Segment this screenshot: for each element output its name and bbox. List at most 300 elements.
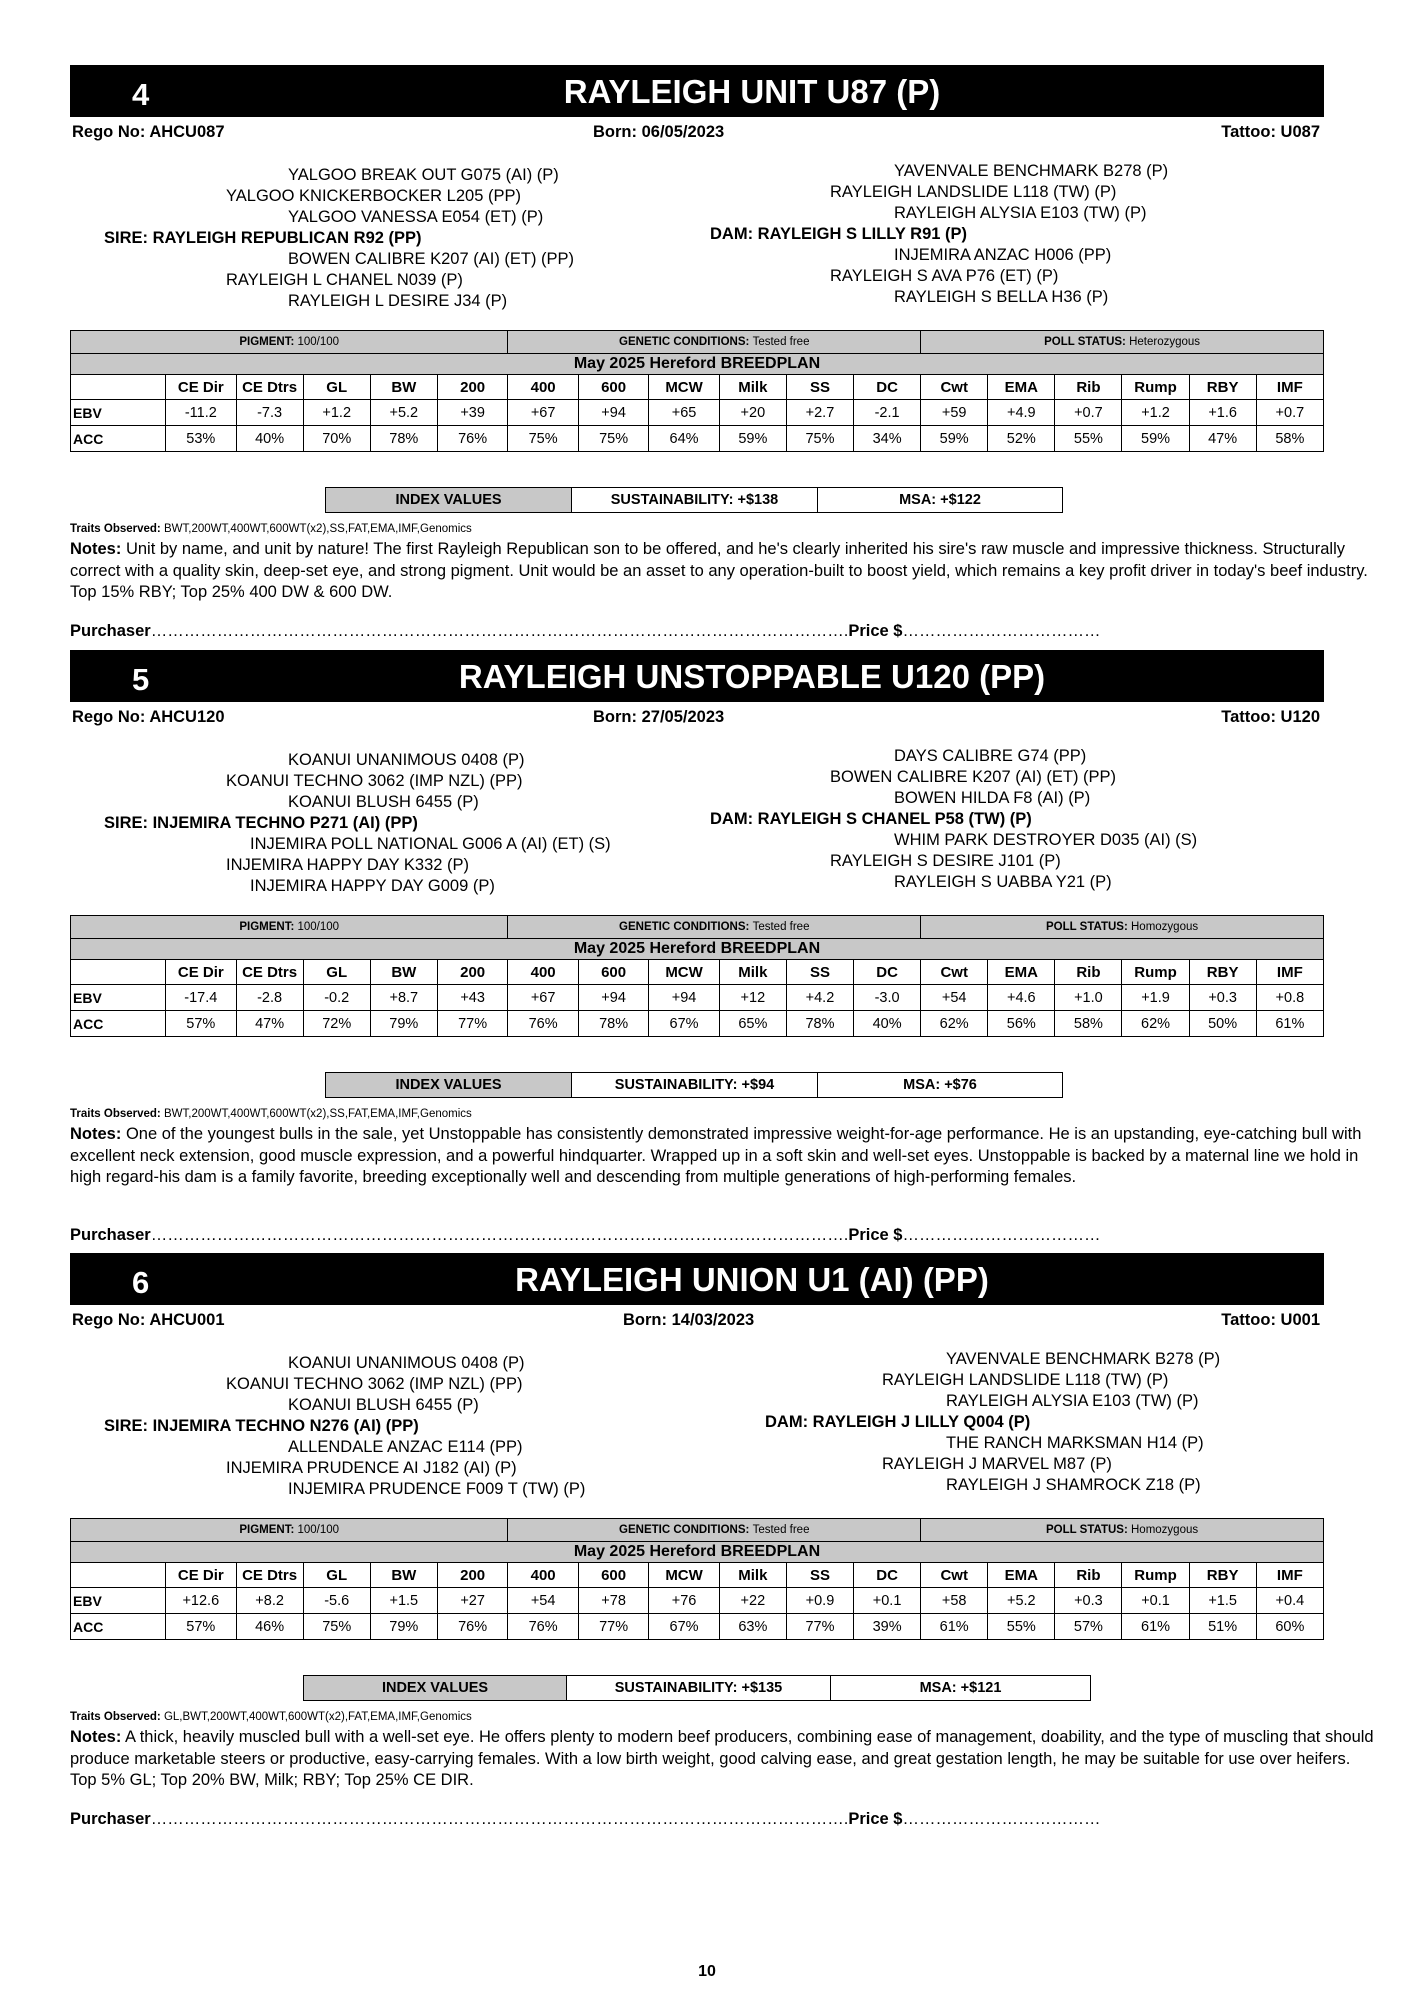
sire-pedigree-gsd: YALGOO VANESSA E054 (ET) (P) — [288, 208, 544, 226]
acc-value: 34% — [854, 426, 921, 452]
trait-header-blank — [71, 960, 166, 985]
breedplan-title-row — [71, 1542, 1324, 1563]
ebv-value: +12 — [719, 985, 786, 1011]
trait-header: BW — [370, 375, 437, 400]
acc-label: ACC — [71, 426, 166, 452]
sustainability-label: SUSTAINABILITY: — [614, 1077, 738, 1093]
index-values-row — [304, 1676, 1091, 1701]
ebv-value: +0.3 — [1189, 985, 1256, 1011]
index-values-label: INDEX VALUES — [326, 488, 572, 513]
lot-number: 4 — [132, 77, 150, 112]
purchaser-line — [70, 622, 1100, 641]
trait-header: DC — [854, 1563, 921, 1588]
pigment-cell-value: 100/100 — [297, 1524, 340, 1536]
trait-header: CE Dtrs — [236, 960, 303, 985]
acc-value: 53% — [166, 426, 236, 452]
ebv-value: -0.2 — [303, 985, 370, 1011]
acc-value: 59% — [921, 426, 988, 452]
msa-cell — [831, 1676, 1091, 1701]
genetic-conditions-cell — [508, 1519, 921, 1542]
ebv-value: +67 — [508, 400, 578, 426]
sire-pedigree-gd1: INJEMIRA POLL NATIONAL G006 A (AI) (ET) (S) — [250, 835, 611, 853]
acc-value: 61% — [921, 1614, 988, 1640]
notes-label: Notes: — [70, 540, 122, 558]
trait-header: Rump — [1122, 960, 1189, 985]
acc-value: 58% — [1055, 1011, 1122, 1037]
trait-header: DC — [854, 375, 921, 400]
traits-observed — [70, 1711, 472, 1723]
trait-header-blank — [71, 375, 166, 400]
born-date-value: 27/05/2023 — [641, 708, 725, 726]
acc-label: ACC — [71, 1011, 166, 1037]
trait-header: RBY — [1189, 960, 1256, 985]
ebv-value: +27 — [437, 1588, 508, 1614]
lot-number: 5 — [132, 662, 150, 697]
genetic-conditions-cell-label: GENETIC CONDITIONS: — [619, 921, 750, 933]
genetic-conditions-cell-value: Tested free — [752, 921, 810, 933]
lot-name: RAYLEIGH UNIT U87 (P) — [563, 73, 941, 110]
acc-value: 58% — [1256, 426, 1323, 452]
sire-pedigree-gdd: INJEMIRA HAPPY DAY G009 (P) — [250, 877, 495, 895]
pigment-cell-value: 100/100 — [297, 921, 340, 933]
purchaser-dots: ………………………………………………………………………………………………………………. — [150, 622, 849, 640]
trait-header: MCW — [649, 1563, 719, 1588]
ebv-value: +59 — [921, 400, 988, 426]
ebv-value: +4.6 — [988, 985, 1055, 1011]
trait-header: Cwt — [921, 375, 988, 400]
tattoo-label: Tattoo: — [1221, 708, 1276, 726]
breedplan-table — [70, 330, 1324, 452]
trait-header: SS — [786, 375, 853, 400]
ebv-value: +1.5 — [1189, 1588, 1256, 1614]
ebv-value: +0.7 — [1055, 400, 1122, 426]
tattoo-value: U001 — [1280, 1311, 1320, 1329]
ebv-value: +94 — [578, 985, 648, 1011]
pigment-cell-label: PIGMENT: — [239, 921, 295, 933]
traits-observed — [70, 523, 472, 535]
acc-label: ACC — [71, 1614, 166, 1640]
sire-pedigree-gd1: BOWEN CALIBRE K207 (AI) (ET) (PP) — [288, 250, 575, 268]
traits-observed-label: Traits Observed: — [70, 1108, 161, 1120]
ebv-value: -3.0 — [854, 985, 921, 1011]
purchaser-label: Purchaser — [70, 1810, 151, 1828]
sire-pedigree-gs: YALGOO KNICKERBOCKER L205 (PP) — [226, 187, 521, 205]
ebv-value: +58 — [921, 1588, 988, 1614]
trait-header: BW — [370, 960, 437, 985]
born-date — [623, 1311, 754, 1330]
purchaser-label: Purchaser — [70, 1226, 151, 1244]
dam-name: DAM: RAYLEIGH S CHANEL P58 (TW) (P) — [710, 810, 1032, 828]
index-values-label: INDEX VALUES — [326, 1073, 572, 1098]
acc-row — [71, 1011, 1324, 1037]
acc-value: 59% — [1122, 426, 1189, 452]
notes — [70, 1124, 1380, 1189]
acc-value: 75% — [578, 426, 648, 452]
ebv-value: +0.1 — [854, 1588, 921, 1614]
ebv-label: EBV — [71, 985, 166, 1011]
lot-name: RAYLEIGH UNSTOPPABLE U120 (PP) — [458, 658, 1046, 695]
trait-header: 200 — [437, 375, 508, 400]
ebv-value: +0.8 — [1256, 985, 1323, 1011]
ebv-value: -11.2 — [166, 400, 236, 426]
msa-label: MSA: — [903, 1077, 941, 1093]
acc-value: 77% — [786, 1614, 853, 1640]
acc-value: 55% — [1055, 426, 1122, 452]
sustainability-cell — [567, 1676, 831, 1701]
ebv-value: +39 — [437, 400, 508, 426]
trait-header: Rib — [1055, 1563, 1122, 1588]
poll-status-cell — [921, 916, 1324, 939]
msa-label: MSA: — [919, 1680, 957, 1696]
acc-row — [71, 1614, 1324, 1640]
traits-observed-value: BWT,200WT,400WT,600WT(x2),SS,FAT,EMA,IMF,Genomics — [163, 523, 472, 535]
acc-value: 76% — [508, 1011, 578, 1037]
trait-header: SS — [786, 960, 853, 985]
notes — [70, 1727, 1380, 1792]
ebv-value: +12.6 — [166, 1588, 236, 1614]
sustainability-value: +$94 — [741, 1077, 775, 1093]
trait-header: 400 — [508, 1563, 578, 1588]
ebv-value: +43 — [437, 985, 508, 1011]
breedplan-title: May 2025 Hereford BREEDPLAN — [71, 939, 1324, 960]
ebv-value: +2.7 — [786, 400, 853, 426]
trait-header: Cwt — [921, 1563, 988, 1588]
tattoo-label: Tattoo: — [1221, 123, 1276, 141]
sustainability-cell — [572, 488, 818, 513]
ebv-value: -17.4 — [166, 985, 236, 1011]
tattoo-label: Tattoo: — [1221, 1311, 1276, 1329]
ebv-value: +78 — [578, 1588, 648, 1614]
trait-header: GL — [303, 375, 370, 400]
sire-pedigree-gs: KOANUI TECHNO 3062 (IMP NZL) (PP) — [226, 1375, 523, 1393]
lot-entry — [70, 65, 1368, 640]
acc-value: 72% — [303, 1011, 370, 1037]
acc-value: 51% — [1189, 1614, 1256, 1640]
acc-value: 61% — [1256, 1011, 1323, 1037]
msa-value: +$122 — [940, 492, 981, 508]
rego-number-value: AHCU001 — [149, 1311, 225, 1329]
traits-observed-value: GL,BWT,200WT,400WT,600WT(x2),FAT,EMA,IMF,Genomics — [163, 1711, 472, 1723]
ebv-value: +5.2 — [988, 1588, 1055, 1614]
price-dots: ……………………………… — [902, 1226, 1101, 1244]
index-values-row — [326, 1073, 1063, 1098]
breedplan-title: May 2025 Hereford BREEDPLAN — [71, 354, 1324, 375]
index-values-label: INDEX VALUES — [304, 1676, 567, 1701]
sire-name: SIRE: INJEMIRA TECHNO N276 (AI) (PP) — [104, 1417, 419, 1435]
trait-header: Milk — [719, 1563, 786, 1588]
sustainability-cell — [572, 1073, 818, 1098]
ebv-value: +0.1 — [1122, 1588, 1189, 1614]
trait-header: CE Dtrs — [236, 375, 303, 400]
dam-pedigree-gd1: THE RANCH MARKSMAN H14 (P) — [946, 1434, 1204, 1452]
trait-header: RBY — [1189, 1563, 1256, 1588]
sire-pedigree-gdd: RAYLEIGH L DESIRE J34 (P) — [288, 292, 508, 310]
born-date-value: 14/03/2023 — [671, 1311, 755, 1329]
tattoo-value: U120 — [1280, 708, 1320, 726]
trait-header: Rump — [1122, 1563, 1189, 1588]
ebv-value: -5.6 — [303, 1588, 370, 1614]
breedplan-table — [70, 1518, 1324, 1640]
pigment-cell — [71, 916, 508, 939]
notes — [70, 539, 1380, 604]
ebv-label: EBV — [71, 1588, 166, 1614]
notes-label: Notes: — [70, 1728, 122, 1746]
trait-header: Rib — [1055, 960, 1122, 985]
ebv-value: +5.2 — [370, 400, 437, 426]
ebv-value: +1.2 — [303, 400, 370, 426]
trait-header: Milk — [719, 375, 786, 400]
ebv-label: EBV — [71, 400, 166, 426]
dam-pedigree-gdd: RAYLEIGH J SHAMROCK Z18 (P) — [946, 1476, 1201, 1494]
trait-header: Milk — [719, 960, 786, 985]
price-label: Price $ — [848, 1810, 903, 1828]
traits-observed-value: BWT,200WT,400WT,600WT(x2),SS,FAT,EMA,IMF,Genomics — [163, 1108, 472, 1120]
genetic-conditions-cell-label: GENETIC CONDITIONS: — [619, 1524, 750, 1536]
lot-header-bar — [70, 65, 1324, 117]
born-date — [593, 123, 724, 142]
ebv-value: +0.9 — [786, 1588, 853, 1614]
trait-header: CE Dtrs — [236, 1563, 303, 1588]
rego-number-label: Rego No: — [72, 123, 146, 141]
msa-value: +$121 — [960, 1680, 1002, 1696]
ebv-value: +22 — [719, 1588, 786, 1614]
ebv-value: +1.6 — [1189, 400, 1256, 426]
conditions-row — [71, 1519, 1324, 1542]
dam-pedigree-gs: RAYLEIGH LANDSLIDE L118 (TW) (P) — [830, 183, 1117, 201]
dam-pedigree-gs1: YAVENVALE BENCHMARK B278 (P) — [894, 162, 1169, 180]
sire-pedigree-gs: KOANUI TECHNO 3062 (IMP NZL) (PP) — [226, 772, 523, 790]
trait-header: DC — [854, 960, 921, 985]
genetic-conditions-cell-value: Tested free — [752, 336, 810, 348]
dam-pedigree-gd: RAYLEIGH J MARVEL M87 (P) — [882, 1455, 1112, 1473]
born-date-label: Born: — [623, 1311, 667, 1329]
trait-header: GL — [303, 960, 370, 985]
poll-status-cell — [921, 331, 1324, 354]
purchaser-dots: ………………………………………………………………………………………………………………. — [150, 1810, 849, 1828]
acc-row — [71, 426, 1324, 452]
msa-label: MSA: — [899, 492, 937, 508]
ebv-value: -2.8 — [236, 985, 303, 1011]
sustainability-value: +$138 — [737, 492, 779, 508]
acc-value: 76% — [508, 1614, 578, 1640]
trait-header: 200 — [437, 1563, 508, 1588]
rego-number-value: AHCU087 — [149, 123, 225, 141]
dam-pedigree-gdd: RAYLEIGH S UABBA Y21 (P) — [894, 873, 1112, 891]
acc-value: 61% — [1122, 1614, 1189, 1640]
ebv-row — [71, 985, 1324, 1011]
sire-pedigree-gsd: KOANUI BLUSH 6455 (P) — [288, 1396, 479, 1414]
notes-text: One of the youngest bulls in the sale, yet Unstoppable has consistently demonstrated impressive weight-for-age performance. He is an upstanding, eye-catching bull with excellent neck extension, good muscle expression, and a powerful hindquarter. Wrapped up in a soft skin and well-set eyes. Unstoppable is backed by a maternal line we hold in high regard-his dam is a family favorite, breeding exceptionally well and descending from multiple generations of high-performing females. — [70, 1125, 1362, 1186]
trait-header: EMA — [988, 1563, 1055, 1588]
price-dots: ……………………………… — [902, 622, 1101, 640]
genetic-conditions-cell-value: Tested free — [752, 1524, 810, 1536]
sire-name: SIRE: INJEMIRA TECHNO P271 (AI) (PP) — [104, 814, 418, 832]
index-values-table — [325, 1072, 1063, 1098]
breedplan-title: May 2025 Hereford BREEDPLAN — [71, 1542, 1324, 1563]
acc-value: 77% — [578, 1614, 648, 1640]
ebv-value: +94 — [578, 400, 648, 426]
sire-pedigree-gd1: ALLENDALE ANZAC E114 (PP) — [288, 1438, 523, 1456]
sire-pedigree-gd: RAYLEIGH L CHANEL N039 (P) — [226, 271, 463, 289]
acc-value: 62% — [921, 1011, 988, 1037]
ebv-value: -2.1 — [854, 400, 921, 426]
genetic-conditions-cell — [508, 916, 921, 939]
trait-header: 600 — [578, 960, 648, 985]
sustainability-label: SUSTAINABILITY: — [614, 1680, 738, 1696]
pigment-cell-value: 100/100 — [297, 336, 340, 348]
trait-header: Cwt — [921, 960, 988, 985]
lot-number: 6 — [132, 1265, 150, 1300]
purchaser-label: Purchaser — [70, 622, 151, 640]
breedplan-title-row — [71, 354, 1324, 375]
acc-value: 50% — [1189, 1011, 1256, 1037]
ebv-value: +8.7 — [370, 985, 437, 1011]
dam-pedigree-gd: RAYLEIGH S AVA P76 (ET) (P) — [830, 267, 1059, 285]
trait-header: 600 — [578, 375, 648, 400]
acc-value: 78% — [370, 426, 437, 452]
ebv-value: +20 — [719, 400, 786, 426]
acc-value: 40% — [854, 1011, 921, 1037]
poll-status-cell-label: POLL STATUS: — [1046, 1524, 1128, 1536]
acc-value: 75% — [786, 426, 853, 452]
breedplan-table — [70, 915, 1324, 1037]
trait-header-row — [71, 960, 1324, 985]
notes-label: Notes: — [70, 1125, 122, 1143]
traits-observed-label: Traits Observed: — [70, 523, 161, 535]
rego-number — [72, 123, 225, 142]
poll-status-cell — [921, 1519, 1324, 1542]
ebv-value: +1.2 — [1122, 400, 1189, 426]
dam-pedigree-gsd: RAYLEIGH ALYSIA E103 (TW) (P) — [946, 1392, 1199, 1410]
acc-value: 59% — [719, 426, 786, 452]
poll-status-cell-label: POLL STATUS: — [1046, 921, 1128, 933]
poll-status-cell-value: Homozygous — [1131, 1524, 1199, 1536]
ebv-row — [71, 400, 1324, 426]
poll-status-cell-label: POLL STATUS: — [1044, 336, 1126, 348]
pigment-cell — [71, 1519, 508, 1542]
sire-pedigree-gd: INJEMIRA HAPPY DAY K332 (P) — [226, 856, 470, 874]
rego-number-value: AHCU120 — [149, 708, 225, 726]
price-dots: ……………………………… — [902, 1810, 1101, 1828]
trait-header: CE Dir — [166, 1563, 236, 1588]
lot-entry — [70, 650, 1362, 1244]
lot-header-bar — [70, 650, 1324, 702]
acc-value: 55% — [988, 1614, 1055, 1640]
acc-value: 57% — [166, 1011, 236, 1037]
poll-status-cell-value: Heterozygous — [1129, 336, 1201, 348]
acc-value: 75% — [303, 1614, 370, 1640]
rego-number-label: Rego No: — [72, 708, 146, 726]
ebv-value: +1.0 — [1055, 985, 1122, 1011]
lot-name: RAYLEIGH UNION U1 (AI) (PP) — [515, 1261, 989, 1298]
sire-pedigree-gs1: KOANUI UNANIMOUS 0408 (P) — [288, 1354, 525, 1372]
acc-value: 62% — [1122, 1011, 1189, 1037]
conditions-row — [71, 331, 1324, 354]
dam-pedigree-gd: RAYLEIGH S DESIRE J101 (P) — [830, 852, 1061, 870]
born-date-value: 06/05/2023 — [641, 123, 725, 141]
traits-observed-label: Traits Observed: — [70, 1711, 161, 1723]
ebv-value: +67 — [508, 985, 578, 1011]
ebv-value: -7.3 — [236, 400, 303, 426]
dam-pedigree-gs1: DAYS CALIBRE G74 (PP) — [894, 747, 1087, 765]
purchaser-dots: ………………………………………………………………………………………………………………. — [150, 1226, 849, 1244]
acc-value: 78% — [786, 1011, 853, 1037]
trait-header-blank — [71, 1563, 166, 1588]
trait-header-row — [71, 1563, 1324, 1588]
msa-cell — [818, 1073, 1063, 1098]
msa-cell — [818, 488, 1063, 513]
ebv-value: +65 — [649, 400, 719, 426]
dam-pedigree-gd1: INJEMIRA ANZAC H006 (PP) — [894, 246, 1112, 264]
ebv-value: +94 — [649, 985, 719, 1011]
trait-header: Rib — [1055, 375, 1122, 400]
dam-pedigree-gs1: YAVENVALE BENCHMARK B278 (P) — [946, 1350, 1221, 1368]
acc-value: 76% — [437, 426, 508, 452]
acc-value: 57% — [166, 1614, 236, 1640]
dam-pedigree-gdd: RAYLEIGH S BELLA H36 (P) — [894, 288, 1109, 306]
sustainability-value: +$135 — [741, 1680, 783, 1696]
trait-header: EMA — [988, 375, 1055, 400]
dam-pedigree-gd1: WHIM PARK DESTROYER D035 (AI) (S) — [894, 831, 1198, 849]
trait-header: BW — [370, 1563, 437, 1588]
acc-value: 67% — [649, 1614, 719, 1640]
tattoo-value: U087 — [1280, 123, 1320, 141]
notes-text: Unit by name, and unit by nature! The first Rayleigh Republican son to be offered, and he's clearly inherited his sire's raw muscle and impressive thickness. Structurally correct with a quality skin, deep-set eye, and strong pigment. Unit would be an asset to any operation-built to boost yield, which remains a key profit driver in today's beef industry. Top 15% RBY; Top 25% 400 DW & 600 DW. — [70, 540, 1368, 601]
dam-pedigree-gs: BOWEN CALIBRE K207 (AI) (ET) (PP) — [830, 768, 1117, 786]
trait-header: 600 — [578, 1563, 648, 1588]
dam-pedigree-gsd: BOWEN HILDA F8 (AI) (P) — [894, 789, 1091, 807]
trait-header: SS — [786, 1563, 853, 1588]
acc-value: 57% — [1055, 1614, 1122, 1640]
pigment-cell — [71, 331, 508, 354]
ebv-value: +54 — [508, 1588, 578, 1614]
rego-number-label: Rego No: — [72, 1311, 146, 1329]
trait-header: CE Dir — [166, 960, 236, 985]
trait-header: IMF — [1256, 960, 1323, 985]
price-label: Price $ — [848, 1226, 903, 1244]
acc-value: 52% — [988, 426, 1055, 452]
acc-value: 77% — [437, 1011, 508, 1037]
purchaser-line — [70, 1226, 1100, 1245]
index-values-table — [325, 487, 1063, 513]
trait-header-row — [71, 375, 1324, 400]
genetic-conditions-cell-label: GENETIC CONDITIONS: — [619, 336, 750, 348]
trait-header: RBY — [1189, 375, 1256, 400]
sire-name: SIRE: RAYLEIGH REPUBLICAN R92 (PP) — [104, 229, 422, 247]
ebv-value: +54 — [921, 985, 988, 1011]
sire-pedigree-gs1: YALGOO BREAK OUT G075 (AI) (P) — [288, 166, 559, 184]
sire-pedigree-gd: INJEMIRA PRUDENCE AI J182 (AI) (P) — [226, 1459, 517, 1477]
ebv-value: +0.7 — [1256, 400, 1323, 426]
acc-value: 79% — [370, 1614, 437, 1640]
trait-header: Rump — [1122, 375, 1189, 400]
trait-header: 200 — [437, 960, 508, 985]
price-label: Price $ — [848, 622, 903, 640]
tattoo — [1221, 1311, 1320, 1330]
acc-value: 75% — [508, 426, 578, 452]
trait-header: 400 — [508, 375, 578, 400]
ebv-value: +1.9 — [1122, 985, 1189, 1011]
trait-header: IMF — [1256, 375, 1323, 400]
tattoo — [1221, 708, 1320, 727]
index-values-row — [326, 488, 1063, 513]
acc-value: 63% — [719, 1614, 786, 1640]
born-date-label: Born: — [593, 123, 637, 141]
index-values-table — [303, 1675, 1091, 1701]
acc-value: 47% — [1189, 426, 1256, 452]
acc-value: 79% — [370, 1011, 437, 1037]
born-date — [593, 708, 724, 727]
